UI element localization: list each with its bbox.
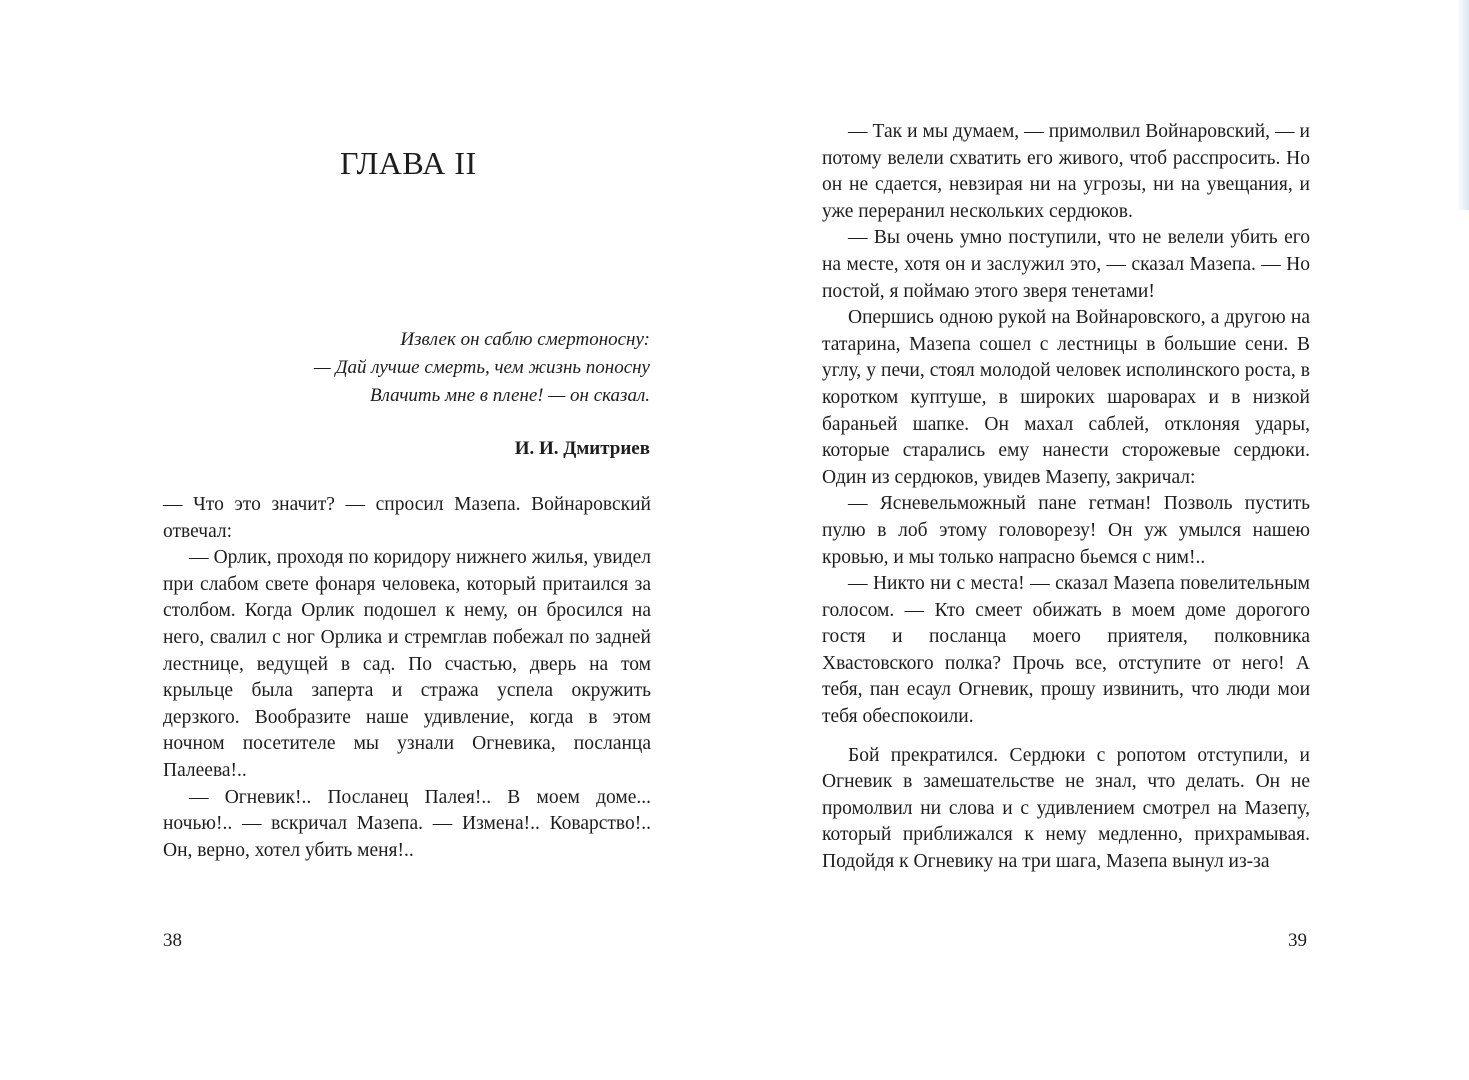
left-page — [0, 0, 734, 1080]
paragraph: — Ясневельможный пане гетман! Позволь пустить пулю в лоб этому головорезу! Он уж умылся нашею кровью, и мы только напрасно бьемся с ним!.. — [822, 493, 1310, 568]
page-edge-strip — [1457, 0, 1469, 210]
right-page-body — [822, 119, 1310, 876]
paragraph: Опершись одною рукой на Войнаровского, а другою на татарина, Мазепа сошел с лестницы в большие сени. В углу, у печи, стоял молодой человек исполинского роста, в коротком куптуше, в широких шароварах и в низкой бараньей шапке. Он махал саблей, отклоняя удары, которые старались ему нанести сторожевые сердюки. Один из сердюков, увидев Мазепу, закричал: — [822, 307, 1310, 488]
paragraph: — Что это значит? — спросил Мазепа. Войнаровский отвечал: — [163, 494, 651, 542]
page-number-right: 39 — [1288, 930, 1307, 951]
left-page-body — [163, 492, 651, 864]
paragraph: — Никто ни с места! — сказал Мазепа повелительным голосом. — Кто смеет обижать в моем доме дорогого гостя и посланца моего приятеля, полковника Хвастовского полка? Прочь все, отступите от него! А тебя, пан есаул Огневик, прошу извинить, что люди мои тебя обеспокоили. — [822, 573, 1310, 728]
chapter-title: ГЛАВА II — [340, 145, 477, 182]
paragraph: — Так и мы думаем, — примолвил Войнаровский, — и потому велели схватить его живого, чтоб расспросить. Но он не сдается, невзирая ни на угрозы, ни на увещания, и уже переранил нескольких сердюков. — [822, 121, 1310, 222]
epigraph — [250, 326, 650, 410]
right-page — [734, 0, 1469, 1080]
epigraph-line: — Дай лучше смерть, чем жизнь поносну — [313, 357, 650, 378]
paragraph: Бой прекратился. Сердюки с ропотом отступили, и Огневик в замешательстве не знал, что делать. Он не промолвил ни слова и с удивлением смотрел на Мазепу, который приближался к нему медленно, прихрамывая. Подойдя к Огневику на три шага, Мазепа вынул из-за — [822, 744, 1310, 873]
epigraph-line: Влачить мне в плене! — он сказал. — [369, 385, 650, 406]
page-number-left: 38 — [163, 930, 182, 951]
paragraph: — Огневик!.. Посланец Палея!.. В моем доме... ночью!.. — вскричал Мазепа. — Измена!.. Коварство!.. Он, верно, хотел убить меня!.. — [163, 786, 651, 861]
epigraph-line: Извлек он саблю смертоносну: — [400, 329, 650, 350]
epigraph-attribution: И. И. Дмитриев — [514, 438, 650, 459]
paragraph: — Вы очень умно поступили, что не велели убить его на месте, хотя он и заслужил это, — сказал Мазепа. — Но постой, я поймаю этого зверя тенетами! — [822, 227, 1310, 302]
paragraph: — Орлик, проходя по коридору нижнего жилья, увидел при слабом свете фонаря человека, который притаился за столбом. Когда Орлик подошел к нему, он бросился на него, свалил с ног Орлика и стремглав побежал по задней лестнице, ведущей в сад. По счастью, дверь на том крыльце была заперта и стража успела окружить дерзкого. Вообразите наше удивление, когда в этом ночном посетителе мы узнали Огневика, посланца Палеева!.. — [163, 547, 651, 781]
